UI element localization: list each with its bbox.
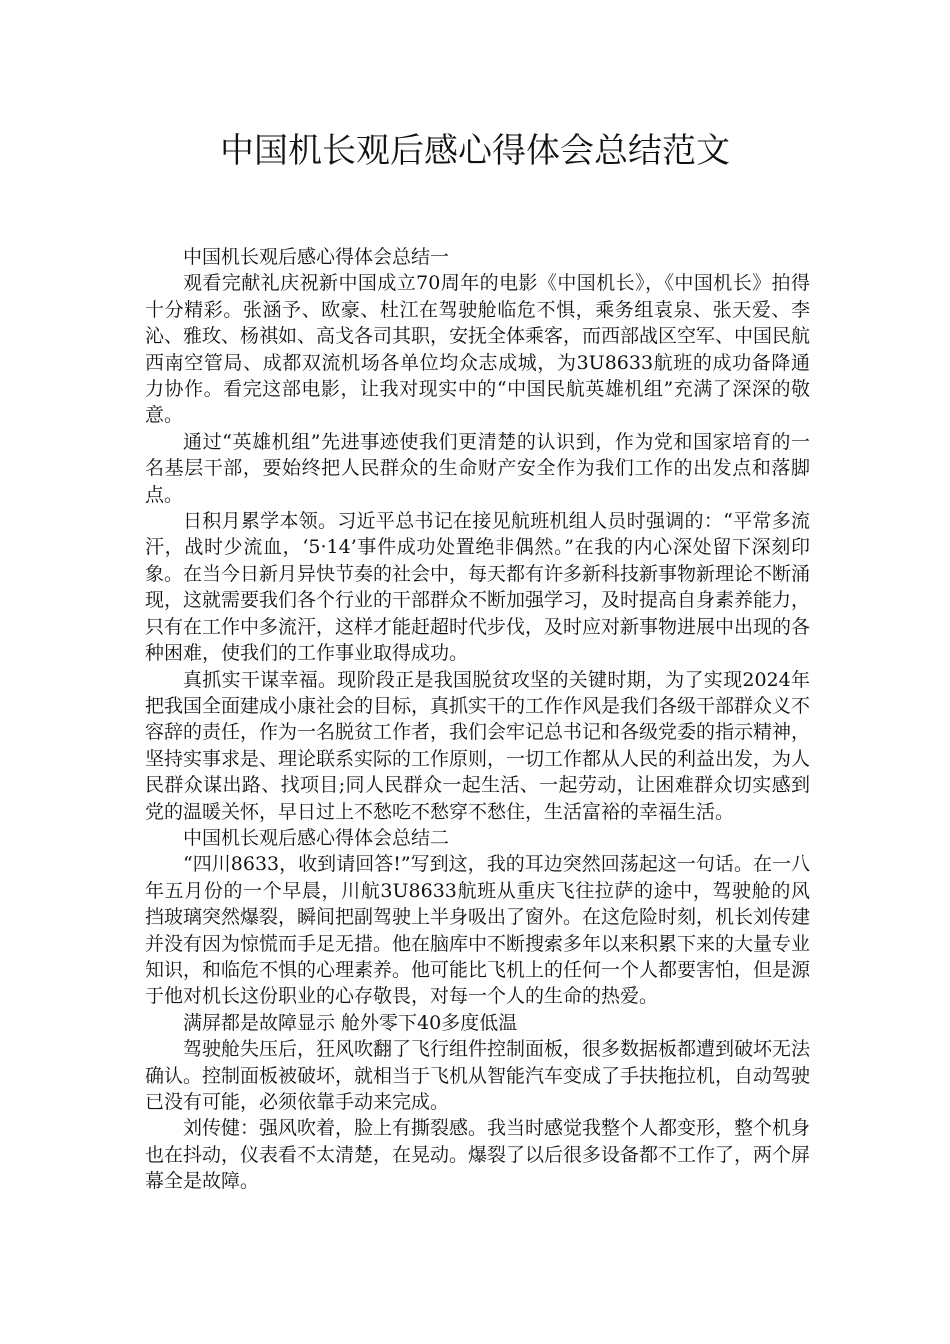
- body-paragraph: “四川8633，收到请回答!”写到这，我的耳边突然回荡起这一句话。在一八年五月份的一个早晨，川航3U8633航班从重庆飞往拉萨的途中，驾驶舱的风挡玻璃突然爆裂，瞬间把副驾驶上半身吸出了窗外。在这危险时刻，机长刘传建并没有因为惊慌而手足无措。他在脑库中不断搜索多年以来积累下来的大量专业知识，和临危不惧的心理素养。他可能比飞机上的任何一个人都要害怕，但是源于他对机长这份职业的心存敬畏，对每一个人的生命的热爱。: [145, 853, 811, 1008]
- body-paragraph: 真抓实干谋幸福。现阶段正是我国脱贫攻坚的关键时期，为了实现2024年把我国全面建成小康社会的目标，真抓实干的工作作风是我们各级干部群众义不容辞的责任，作为一名脱贫工作者，我们会牢记总书记和各级党委的指示精神，坚持实事求是、理论联系实际的工作原则，一切工作都从人民的利益出发，为人民群众谋出路、找项目;同人民群众一起生活、一起劳动，让困难群众切实感到党的温暖关怀，早日过上不愁吃不愁穿不愁住，生活富裕的幸福生活。: [145, 668, 811, 823]
- document-title: 中国机长观后感心得体会总结范文: [220, 131, 730, 171]
- body-paragraph: 观看完献礼庆祝新中国成立70周年的电影《中国机长》，《中国机长》拍得十分精彩。张涵予、欧豪、杜江在驾驶舱临危不惧，乘务组袁泉、张天爱、李沁、雅玫、杨祺如、高戈各司其职，安抚全体乘客，而西部战区空军、中国民航西南空管局、成都双流机场各单位均众志成城，为3U8633航班的成功备降通力协作。看完这部电影，让我对现实中的“中国民航英雄机组”充满了深深的敬意。: [145, 272, 811, 427]
- document-body: [145, 244, 810, 1195]
- body-paragraph: 驾驶舱失压后，狂风吹翻了飞行组件控制面板，很多数据板都遭到破坏无法确认。控制面板被破坏，就相当于飞机从智能汽车变成了手扶拖拉机，自动驾驶已没有可能，必须依靠手动来完成。: [145, 1038, 811, 1113]
- subheading: 满屏都是故障显示 舱外零下40多度低温: [183, 1011, 518, 1034]
- section-heading-1: 中国机长观后感心得体会总结一: [183, 246, 450, 268]
- section-heading-2: 中国机长观后感心得体会总结二: [183, 826, 450, 849]
- body-paragraph: 刘传健：强风吹着，脸上有撕裂感。我当时感觉我整个人都变形，整个机身也在抖动，仪表看不太清楚，在晃动。爆裂了以后很多设备都不工作了，两个屏幕全是故障。: [145, 1117, 811, 1193]
- body-paragraph: 通过“英雄机组”先进事迹使我们更清楚的认识到，作为党和国家培育的一名基层干部，要始终把人民群众的生命财产安全作为我们工作的出发点和落脚点。: [145, 430, 810, 506]
- body-paragraph: 日积月累学本领。习近平总书记在接见航班机组人员时强调的：“平常多流汗，战时少流血，‘5·14’事件成功处置绝非偶然。”在我的内心深处留下深刻印象。在当今日新月异快节奏的社会中，每天都有许多新科技新事物新理论不断涌现，这就需要我们各个行业的干部群众不断加强学习，及时提高自身素养能力，只有在工作中多流汗，这样才能赶超时代步伐，及时应对新事物进展中出现的各种困难，使我们的工作事业取得成功。: [145, 510, 811, 665]
